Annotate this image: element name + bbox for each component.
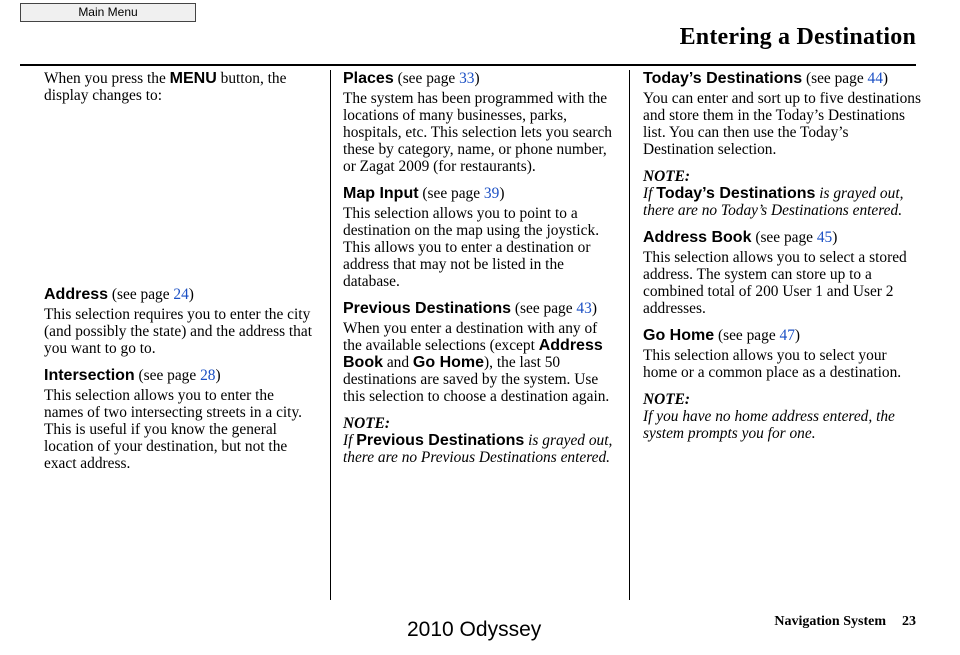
previous-destinations-body: When you enter a destination with any of the available selections (except Address Book and Go Home), the last 50 destinations are saved by the system. Use this selection to choose a destination again. bbox=[343, 320, 610, 405]
go-home-body: This selection allows you to select your home or a common place as a destination. bbox=[643, 347, 902, 381]
previous-destinations-page-link[interactable]: 43 bbox=[576, 300, 592, 317]
todays-destinations-page-link[interactable]: 44 bbox=[867, 70, 883, 87]
note-body: If Today’s Destinations is grayed out, there are no Today’s Destinations entered. bbox=[643, 185, 904, 219]
footer-section: Navigation System bbox=[774, 614, 886, 629]
intersection-heading: Intersection (see page 28) bbox=[44, 367, 221, 384]
address-body: This selection requires you to enter the city (and possibly the state) and the address that you want to go to. bbox=[44, 306, 312, 357]
note-body: If you have no home address entered, the system prompts you for one. bbox=[643, 408, 895, 442]
note-title: NOTE: bbox=[643, 168, 691, 185]
note-title: NOTE: bbox=[343, 415, 391, 432]
main-menu-button[interactable]: Main Menu bbox=[20, 3, 196, 22]
footer bbox=[774, 614, 916, 630]
address-book-heading: Address Book (see page 45) bbox=[643, 229, 838, 246]
previous-destinations-heading: Previous Destinations (see page 43) bbox=[343, 300, 597, 317]
todays-destinations-heading: Today’s Destinations (see page 44) bbox=[643, 70, 889, 87]
address-page-link[interactable]: 24 bbox=[173, 286, 189, 303]
intersection-page-link[interactable]: 28 bbox=[200, 367, 216, 384]
map-input-page-link[interactable]: 39 bbox=[483, 185, 500, 202]
column-divider-2 bbox=[629, 70, 630, 600]
watermark: 2010 Odyssey bbox=[407, 618, 542, 641]
places-body: The system has been programmed with the locations of many businesses, parks, hospitals, etc. This selection lets you search these by category, name, or phone number, or Zagat 2009 (for restaurants). bbox=[343, 90, 612, 175]
go-home-heading: Go Home (see page 47) bbox=[643, 327, 801, 344]
page-title: Entering a Destination bbox=[679, 24, 916, 50]
menu-key: MENU bbox=[169, 70, 217, 87]
column-1 bbox=[44, 70, 314, 482]
title-rule bbox=[20, 64, 916, 66]
todays-destinations-body: You can enter and sort up to five destinations and store them in the Today’s Destinations list. You can then use the Today’s Destination selection. bbox=[643, 90, 921, 158]
places-heading: Places (see page 33) bbox=[343, 70, 480, 87]
intro-paragraph: When you press the MENU button, the display changes to: bbox=[44, 70, 287, 104]
go-home-page-link[interactable]: 47 bbox=[779, 327, 795, 344]
address-heading: Address (see page 24) bbox=[44, 286, 194, 303]
address-book-body: This selection allows you to select a stored address. The system can store up to a combined total of 200 User 1 and User 2 addresses. bbox=[643, 249, 907, 317]
places-page-link[interactable]: 33 bbox=[459, 70, 475, 87]
map-input-heading: Map Input (see page 39) bbox=[343, 185, 505, 202]
page-number: 23 bbox=[902, 614, 916, 629]
note-body: If Previous Destinations is grayed out, there are no Previous Destinations entered. bbox=[343, 432, 613, 466]
map-input-body: This selection allows you to point to a destination on the map using the joystick. This allows you to enter a destination or address that may not be listed in the database. bbox=[343, 205, 600, 290]
address-book-page-link[interactable]: 45 bbox=[816, 229, 833, 246]
note-title: NOTE: bbox=[643, 391, 691, 408]
screen-image-placeholder bbox=[44, 114, 314, 286]
column-divider-1 bbox=[330, 70, 331, 600]
column-2 bbox=[343, 70, 618, 476]
intersection-body: This selection allows you to enter the names of two intersecting streets in a city. This is useful if you know the general location of your destination, but not the exact address. bbox=[44, 387, 303, 472]
column-3 bbox=[643, 70, 921, 452]
